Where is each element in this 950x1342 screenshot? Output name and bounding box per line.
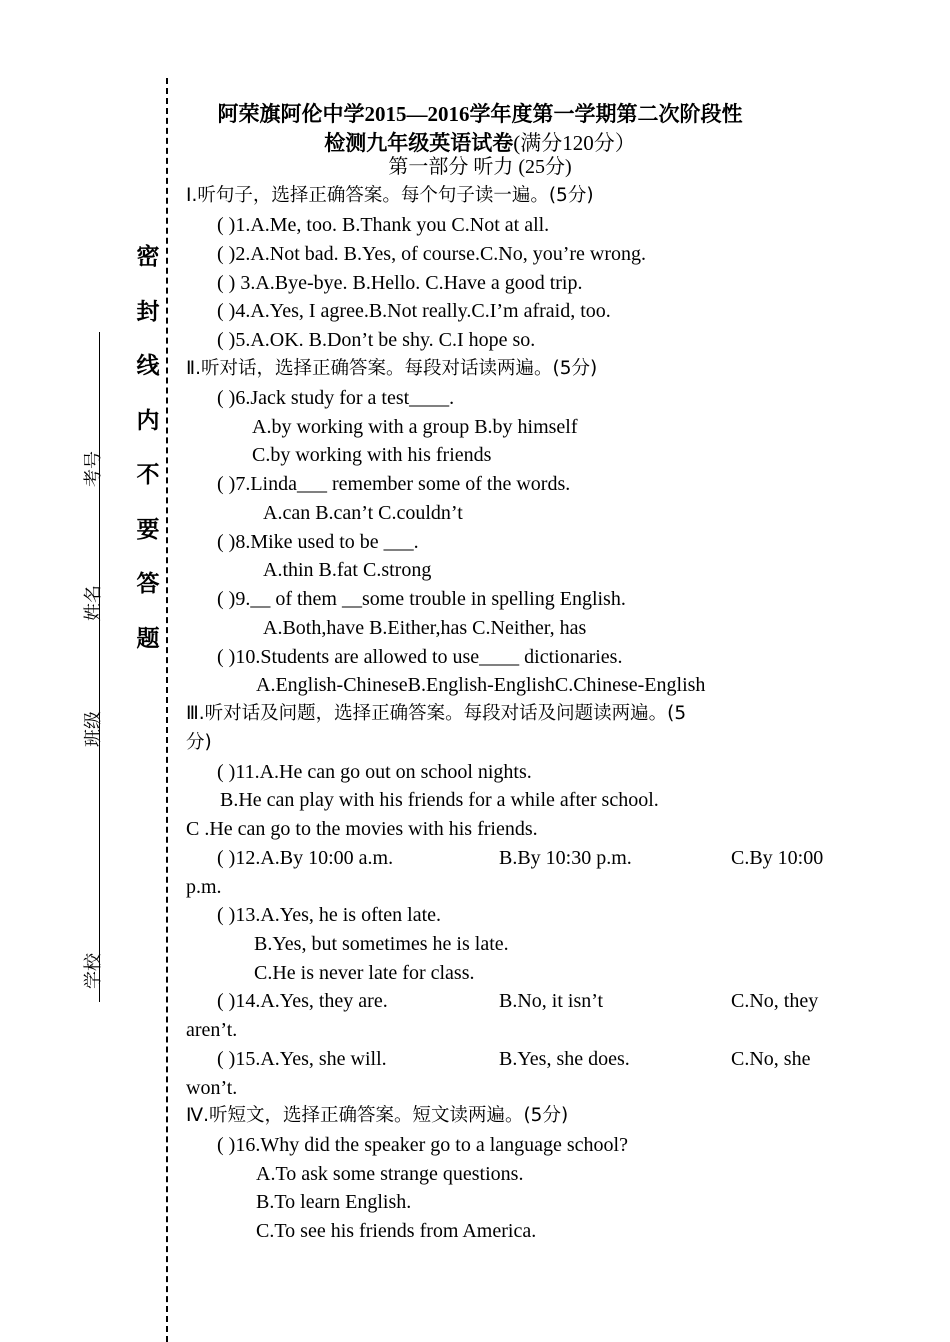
question-15: ( )15.A.Yes, she will. — [217, 1048, 387, 1070]
seal-char: 密 — [136, 244, 160, 270]
question-3: ( ) 3.A.Bye-bye. B.Hello. C.Have a good trip. — [217, 272, 583, 294]
question-6-options: A.by working with a group B.by himself — [252, 416, 578, 438]
question-16-option-a: A.To ask some strange questions. — [256, 1163, 524, 1185]
seal-char: 不 — [136, 462, 160, 488]
question-11: ( )11.A.He can go out on school nights. — [217, 761, 532, 783]
exam-number-label: 考号 — [83, 451, 104, 487]
question-16: ( )16.Why did the speaker go to a language school? — [217, 1134, 628, 1156]
seal-char: 题 — [136, 625, 160, 652]
question-10-options: A.English-ChineseB.English-EnglishC.Chinese-English — [256, 674, 706, 696]
page-subtitle — [160, 127, 800, 157]
question-15-option-c: C.No, she — [731, 1048, 811, 1070]
class-label: 班级 — [83, 711, 104, 747]
question-14-option-c: C.No, they — [731, 990, 819, 1012]
question-7: ( )7.Linda___ remember some of the words. — [217, 473, 571, 495]
question-4: ( )4.A.Yes, I agree.B.Not really.C.I’m afraid, too. — [217, 300, 611, 322]
question-9-options: A.Both,have B.Either,has C.Neither, has — [263, 617, 587, 639]
question-16-option-b: B.To learn English. — [256, 1191, 412, 1213]
question-11-option-b: B.He can play with his friends for a while after school. — [220, 789, 659, 811]
question-1: ( )1.A.Me, too. B.Thank you C.Not at all. — [217, 214, 550, 236]
seal-char: 内 — [136, 407, 160, 434]
seal-char: 答 — [136, 571, 160, 597]
question-16-option-c: C.To see his friends from America. — [256, 1220, 537, 1242]
question-6-options: C.by working with his friends — [252, 444, 492, 466]
question-12-option-b: B.By 10:30 p.m. — [499, 847, 632, 869]
question-15-option-b: B.Yes, she does. — [499, 1048, 630, 1070]
question-14-option-b: B.No, it isn’t — [499, 990, 604, 1012]
page-title: 阿荣旗阿伦中学2015—2016学年度第一学期第二次阶段性 — [217, 102, 743, 126]
question-9: ( )9.__ of them __some trouble in spelling English. — [217, 588, 626, 610]
school-label: 学校 — [83, 953, 104, 989]
name-label: 姓名 — [83, 585, 104, 621]
section-3-heading-wrap: 分) — [186, 732, 212, 753]
question-6: ( )6.Jack study for a test____. — [217, 387, 455, 409]
seal-char: 线 — [136, 353, 160, 379]
question-7-options: A.can B.can’t C.couldn’t — [263, 502, 463, 524]
part-heading: 第一部分 听力 (25分) — [388, 156, 572, 178]
subtitle-text: 检测九年级英语试卷 — [324, 131, 514, 155]
question-8: ( )8.Mike used to be ___. — [217, 531, 419, 553]
question-10: ( )10.Students are allowed to use____ dictionaries. — [217, 646, 623, 668]
student-info-line — [99, 332, 100, 1002]
question-13-option-b: B.Yes, but sometimes he is late. — [254, 933, 509, 955]
binding-dashed-line — [166, 78, 168, 1342]
section-4-heading: Ⅳ.听短文，选择正确答案。短文读两遍。(5分) — [186, 1105, 569, 1126]
question-12-option-c: C.By 10:00 — [731, 847, 824, 869]
question-13: ( )13.A.Yes, he is often late. — [217, 904, 442, 926]
question-2: ( )2.A.Not bad. B.Yes, of course.C.No, you’re wrong. — [217, 243, 647, 265]
question-5: ( )5.A.OK. B.Don’t be shy. C.I hope so. — [217, 329, 536, 351]
full-score: (满分120分） — [513, 131, 636, 155]
section-1-heading: Ⅰ.听句子，选择正确答案。每个句子读一遍。(5分) — [186, 185, 594, 206]
question-11-option-c: C .He can go to the movies with his friends. — [186, 818, 538, 840]
section-2-heading: Ⅱ.听对话，选择正确答案。每段对话读两遍。(5分) — [186, 358, 598, 379]
question-14-wrap: aren’t. — [186, 1019, 238, 1041]
seal-notice — [132, 242, 164, 678]
question-12-wrap: p.m. — [186, 876, 222, 898]
question-15-wrap: won’t. — [186, 1077, 238, 1099]
question-8-options: A.thin B.fat C.strong — [263, 559, 432, 581]
section-3-heading: Ⅲ.听对话及问题，选择正确答案。每段对话及问题读两遍。(5 — [186, 703, 687, 724]
seal-char: 要 — [136, 516, 160, 543]
question-13-option-c: C.He is never late for class. — [254, 962, 475, 984]
question-14: ( )14.A.Yes, they are. — [217, 990, 388, 1012]
seal-char: 封 — [136, 298, 160, 325]
question-12: ( )12.A.By 10:00 a.m. — [217, 847, 394, 869]
